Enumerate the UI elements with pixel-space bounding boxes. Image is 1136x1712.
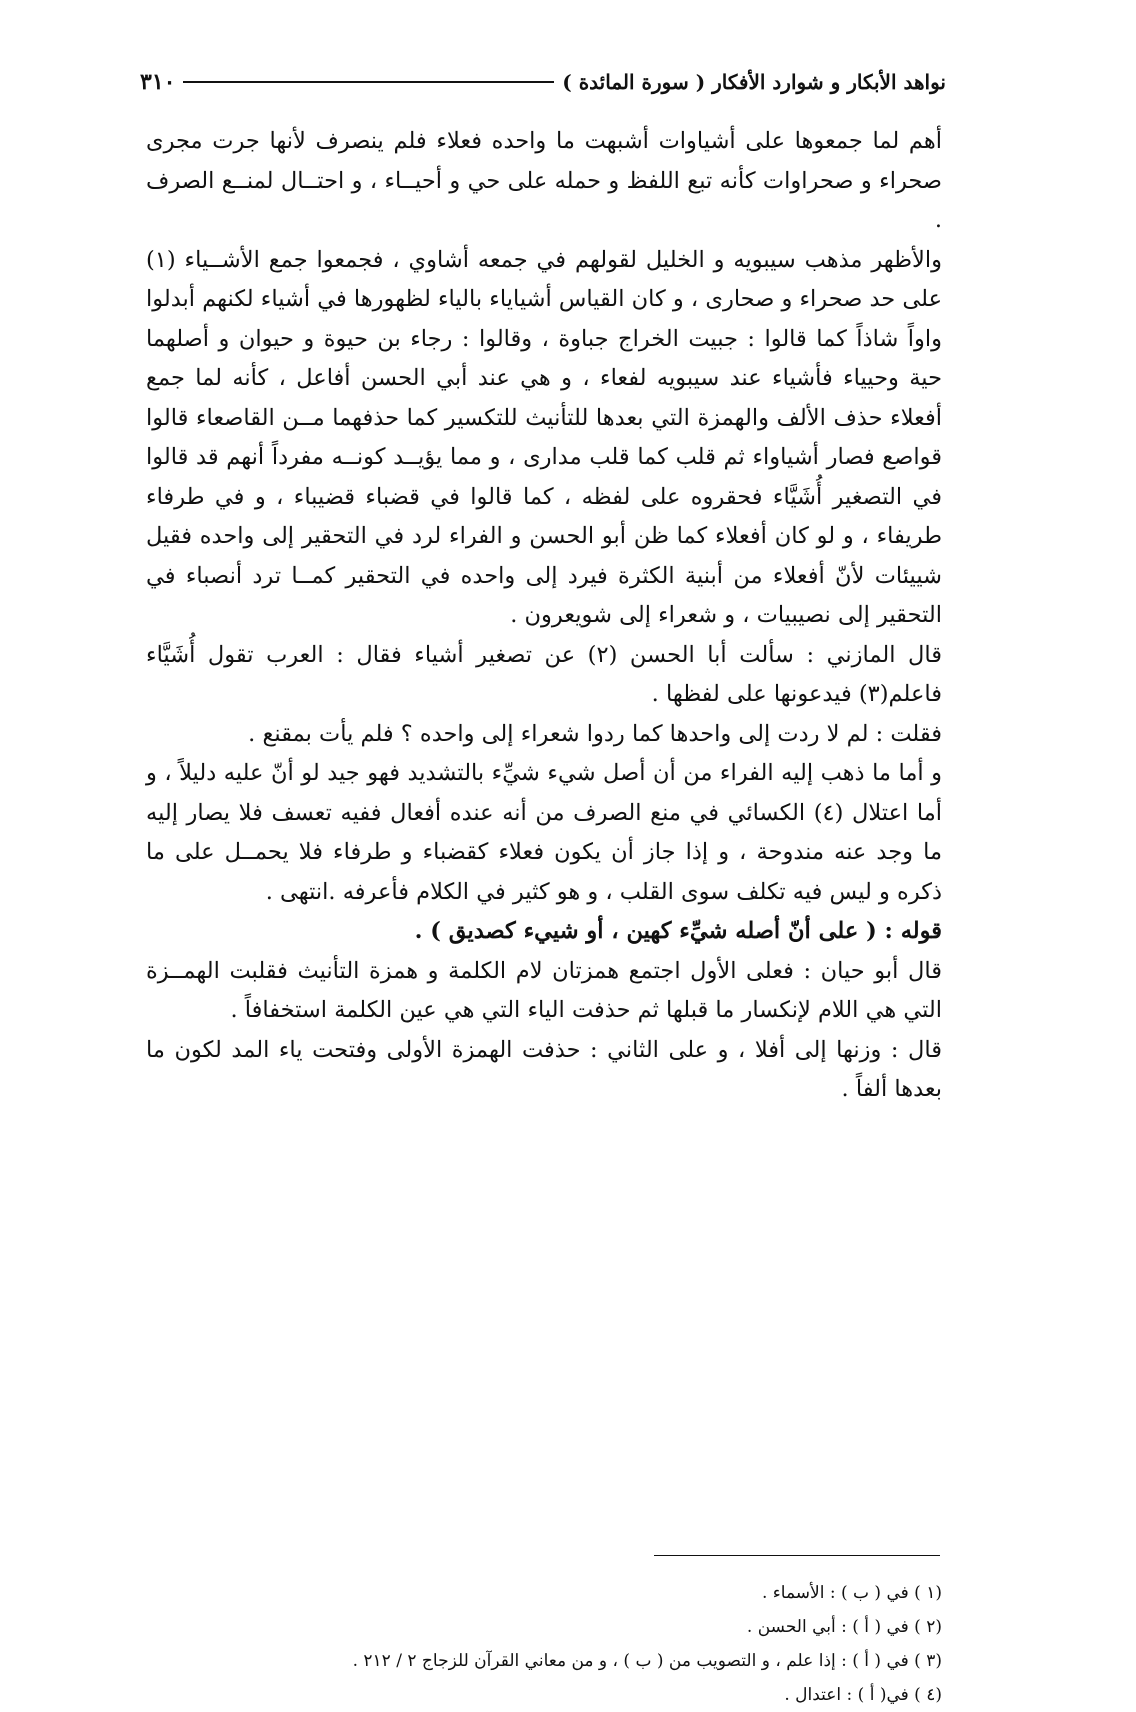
footnote-separator <box>654 1555 940 1556</box>
section-heading: قوله : ( على أنّ أصله شيِّء كهين ، أو شييء كصديق ) . <box>414 918 942 944</box>
footnote: (٤ ) في( أ ) : اعتدال . <box>784 1685 942 1705</box>
paragraph: قال أبو حيان : فعلى الأول اجتمع همزتان لام الكلمة و همزة التأنيث فقلبت الهمــزة التي هي اللام لإنكسار ما قبلها ثم حذفت الياء التي هي عين الكلمة استخفافاً . <box>146 957 942 1023</box>
footnote: (٢ ) في ( أ ) : أبي الحسن . <box>746 1617 942 1637</box>
footnotes <box>146 1576 942 1712</box>
paragraph: قال المازني : سألت أبا الحسن (٢) عن تصغير أشياء فقال : العرب تقول أُشَيَّاء فاعلم(٣) فيدعونها على لفظها . <box>146 641 942 707</box>
paragraph: قال : وزنها إلى أفلا ، و على الثاني : حذفت الهمزة الأولى وفتحت ياء المد لكون ما بعدها ألفاً . <box>146 1036 942 1102</box>
page-number: ٣١٠ <box>140 69 176 95</box>
running-header <box>140 60 946 104</box>
header-rule <box>183 81 554 83</box>
paragraph: والأظهر مذهب سيبويه و الخليل لقولهم في جمعه أشاوي ، فجمعوا جمع الأشــياء (١) على حد صحراء و صحارى ، و كان القياس أشياياء بالياء لظهورها في أشياء لكنهم أبدلوا واواً شاذاً كما قالوا : جبيت الخراج جباوة ، وقالوا : رجاء بن حيوة و حيوان و أصلهما حية وحيياء فأشياء عند سيبويه لفعاء ، و هي عند أبي الحسن أفاعل ، كأنه لما جمع أفعلاء حذف الألف والهمزة التي بعدها للتأنيث للتكسير كما حذفهما مــن القاصعاء قالوا قواصع فصار أشياواء ثم قلب كما قلب مدارى ، و مما يؤيــد كونــه مفرداً أنهم قد قالوا في التصغير أُشَيَّاء فحقروه على لفظه ، كما قالوا في قضباء قضيباء ، و في طرفاء طريفاء ، و لو كان أفعلاء كما ظن أبو الحسن و الفراء لرد في التحقير إلى واحده فقيل شييئات لأنّ أفعلاء من أبنية الكثرة فيرد إلى واحده في التحقير كمــا ترد أنصباء في التحقير إلى نصيبيات ، و شعراء إلى شويعرون . <box>146 246 942 628</box>
footnote: (١ ) في ( ب ) : الأسماء . <box>761 1583 942 1603</box>
paragraph: فقلت : لم لا ردت إلى واحدها كما ردوا شعراء إلى واحده ؟ فلم يأت بمقنع . <box>248 720 942 747</box>
main-text <box>146 122 942 1110</box>
footnote: (٣ ) في ( أ ) : إذا علم ، و التصويب من ( ب ) ، و من معاني القرآن للزجاج ٢ / ٢١٢ . <box>352 1651 942 1671</box>
running-header-title: نواهد الأبكار و شوارد الأفكار ( سورة المائدة ) <box>562 70 946 94</box>
paragraph: و أما ما ذهب إليه الفراء من أن أصل شيء شيِّء بالتشديد فهو جيد لو أنّ عليه دليلاً ، و أما اعتلال (٤) الكسائي في منع الصرف من أنه عنده أفعال ففيه تعسف فلا يصار إليه ما وجد عنه مندوحة ، و إذا جاز أن يكون فعلاء كقضباء و طرفاء فلا يحمــل على ما ذكره و ليس فيه تكلف سوى القلب ، و هو كثير في الكلام فأعرفه .انتهى . <box>146 760 943 905</box>
paragraph: أهم لما جمعوها على أشياوات أشبهت ما واحده فعلاء فلم ينصرف لأنها جرت مجرى صحراء و صحراوات كأنه تبع اللفظ و حمله على حي و أحيــاء ، و احتــال لمنــع الصرف . <box>146 128 942 233</box>
